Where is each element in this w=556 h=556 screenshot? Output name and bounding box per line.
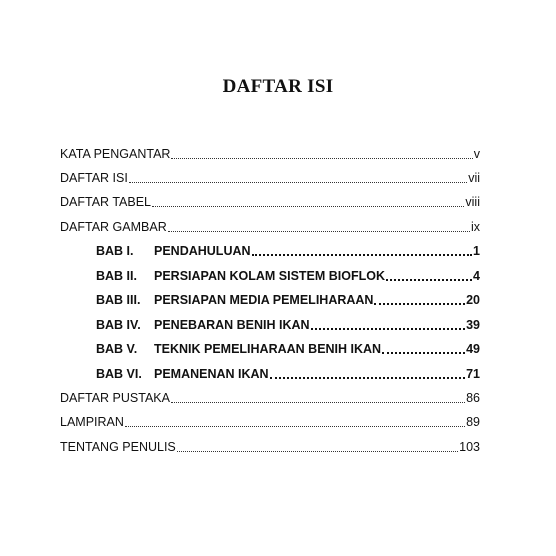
page-title: DAFTAR ISI xyxy=(222,76,334,97)
chapter-number: BAB IV. xyxy=(96,318,141,332)
toc-entry-page: 86 xyxy=(466,391,480,405)
dot-leader xyxy=(129,182,467,183)
toc-entry-label: PEMANENAN IKAN xyxy=(154,367,269,381)
toc-entry-label: DAFTAR TABEL xyxy=(60,195,151,209)
toc-entry-page: ix xyxy=(470,220,480,234)
dot-leader xyxy=(125,426,465,427)
toc-entry-page: vii xyxy=(468,171,480,185)
toc-entry-bab-4[interactable] xyxy=(96,316,480,333)
dot-leader xyxy=(168,231,470,232)
toc-entry-lampiran[interactable] xyxy=(60,413,480,430)
toc-entry-label: DAFTAR GAMBAR xyxy=(60,220,167,234)
dot-leader xyxy=(152,206,464,207)
toc-entry-label: TEKNIK PEMELIHARAAN BENIH IKAN xyxy=(154,342,382,356)
chapter-number: BAB III. xyxy=(96,293,141,307)
toc-entry-label: KATA PENGANTAR xyxy=(60,147,171,161)
dot-leader xyxy=(252,254,473,256)
toc-entry-bab-1[interactable] xyxy=(96,242,480,259)
toc-entry-label: PENEBARAN BENIH IKAN xyxy=(154,318,310,332)
dot-leader xyxy=(171,402,465,403)
toc-entry-daftar-gambar[interactable] xyxy=(60,218,480,235)
dot-leader xyxy=(311,328,466,330)
toc-entry-bab-2[interactable] xyxy=(96,267,480,284)
toc-entry-label: PENDAHULUAN xyxy=(154,244,251,258)
dot-leader xyxy=(374,303,465,305)
toc-entry-page: 103 xyxy=(459,440,480,454)
toc-entry-page: 71 xyxy=(466,367,480,381)
toc-entry-page: 89 xyxy=(466,415,480,429)
toc-entry-tentang-penulis[interactable] xyxy=(60,438,480,455)
toc-entry-page: 39 xyxy=(466,318,480,332)
toc-entry-bab-3[interactable] xyxy=(96,291,480,308)
toc-entry-label: LAMPIRAN xyxy=(60,415,124,429)
toc-entry-daftar-tabel[interactable] xyxy=(60,193,480,210)
chapter-number: BAB VI. xyxy=(96,367,142,381)
toc-entry-page: viii xyxy=(465,195,480,209)
chapter-number: BAB II. xyxy=(96,269,137,283)
toc-entry-daftar-isi[interactable] xyxy=(60,169,480,186)
toc-entry-page: 1 xyxy=(473,244,480,258)
toc-entry-page: v xyxy=(473,147,480,161)
toc-entry-label: DAFTAR PUSTAKA xyxy=(60,391,170,405)
dot-leader xyxy=(270,377,466,379)
dot-leader xyxy=(382,352,465,354)
toc-entry-daftar-pustaka[interactable] xyxy=(60,389,480,406)
chapter-number: BAB V. xyxy=(96,342,138,356)
toc-entry-label: TENTANG PENULIS xyxy=(60,440,176,454)
toc-entry-kata-pengantar[interactable] xyxy=(60,145,480,162)
toc-entry-label: PERSIAPAN MEDIA PEMELIHARAAN xyxy=(154,293,374,307)
toc-entry-page: 20 xyxy=(466,293,480,307)
toc-entry-page: 4 xyxy=(473,269,480,283)
toc-entry-bab-5[interactable] xyxy=(96,340,480,357)
toc-entry-label: DAFTAR ISI xyxy=(60,171,128,185)
toc-entry-bab-6[interactable] xyxy=(96,365,480,382)
chapter-number: BAB I. xyxy=(96,244,134,258)
dot-leader xyxy=(386,279,472,281)
dot-leader xyxy=(177,451,458,452)
dot-leader xyxy=(171,158,472,159)
toc-entry-label: PERSIAPAN KOLAM SISTEM BIOFLOK xyxy=(154,269,386,283)
toc-entry-page: 49 xyxy=(466,342,480,356)
